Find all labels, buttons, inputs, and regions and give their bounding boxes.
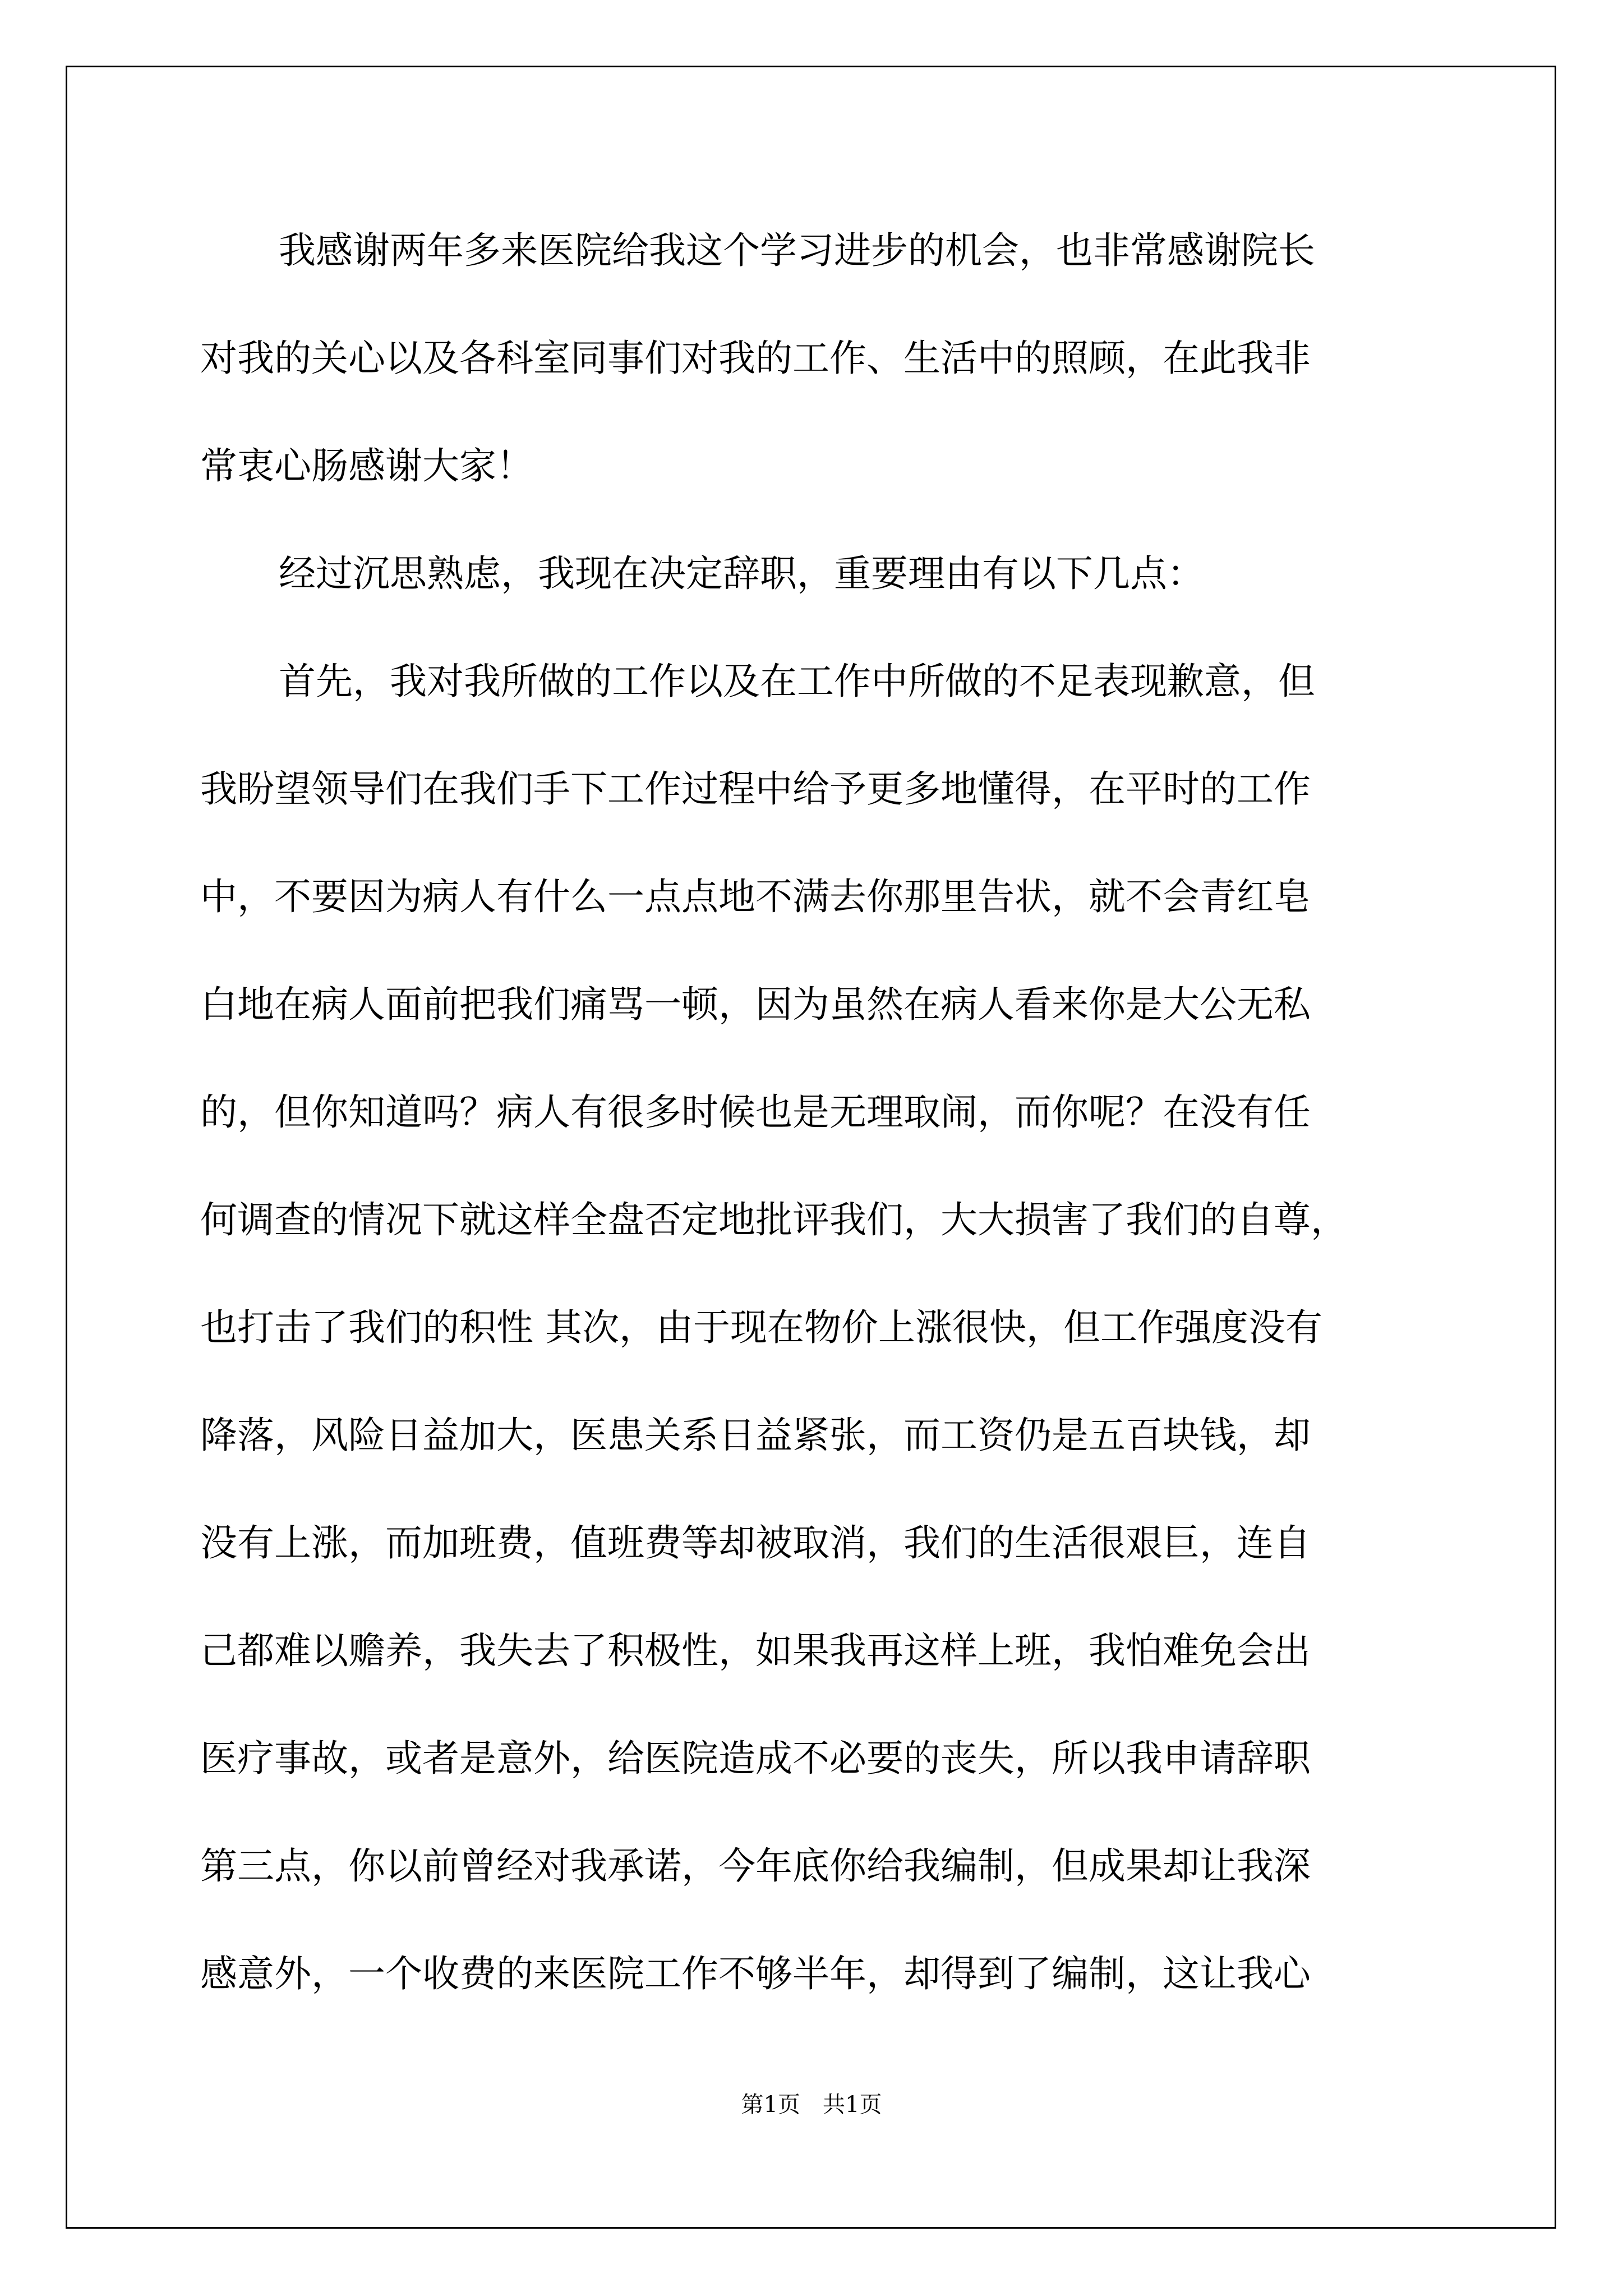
paragraph-line: 经过沉思熟虑，我现在决定辞职，重要理由有以下几点： — [279, 552, 1204, 595]
page-footer: 第1页 共1页 — [741, 2092, 882, 2118]
paragraph-line: 我盼望领导们在我们手下工作过程中给予更多地懂得，在平时的工作 — [200, 767, 1311, 811]
paragraph-line: 没有上涨，而加班费，值班费等却被取消，我们的生活很艰巨，连自 — [200, 1521, 1311, 1565]
paragraph-line: 感意外，一个收费的来医院工作不够半年，却得到了编制，这让我心 — [200, 1952, 1311, 1995]
paragraph-line: 白地在病人面前把我们痛骂一顿，因为虽然在病人看来你是大公无私 — [200, 983, 1311, 1026]
paragraph-line: 的，但你知道吗？病人有很多时候也是无理取闹，而你呢？在没有任 — [200, 1091, 1311, 1134]
paragraph-line: 中，不要因为病人有什么一点点地不满去你那里告状，就不会青红皂 — [200, 875, 1311, 918]
paragraph-line: 第三点，你以前曾经对我承诺，今年底你给我编制，但成果却让我深 — [200, 1844, 1311, 1888]
paragraph-line: 我感谢两年多来医院给我这个学习进步的机会，也非常感谢院长 — [279, 229, 1315, 272]
paragraph-line: 降落，风险日益加大，医患关系日益紧张，而工资仍是五百块钱，却 — [200, 1414, 1311, 1457]
paragraph-line: 何调查的情况下就这样全盘否定地批评我们，大大损害了我们的自尊， — [200, 1198, 1348, 1241]
paragraph-line: 医疗事故，或者是意外，给医院造成不必要的丧失，所以我申请辞职 — [200, 1737, 1311, 1780]
paragraph-line: 对我的关心以及各科室同事们对我的工作、生活中的照顾，在此我非 — [200, 337, 1311, 380]
document-body — [200, 220, 1423, 2051]
paragraph-line: 常衷心肠感谢大家！ — [200, 444, 533, 487]
paragraph-line: 首先，我对我所做的工作以及在工作中所做的不足表现歉意，但 — [279, 660, 1315, 703]
paragraph-line: 也打击了我们的积性 其次，由于现在物价上涨很快，但工作强度没有 — [200, 1306, 1322, 1349]
paragraph-line: 己都难以赡养，我失去了积极性，如果我再这样上班，我怕难免会出 — [200, 1629, 1311, 1672]
